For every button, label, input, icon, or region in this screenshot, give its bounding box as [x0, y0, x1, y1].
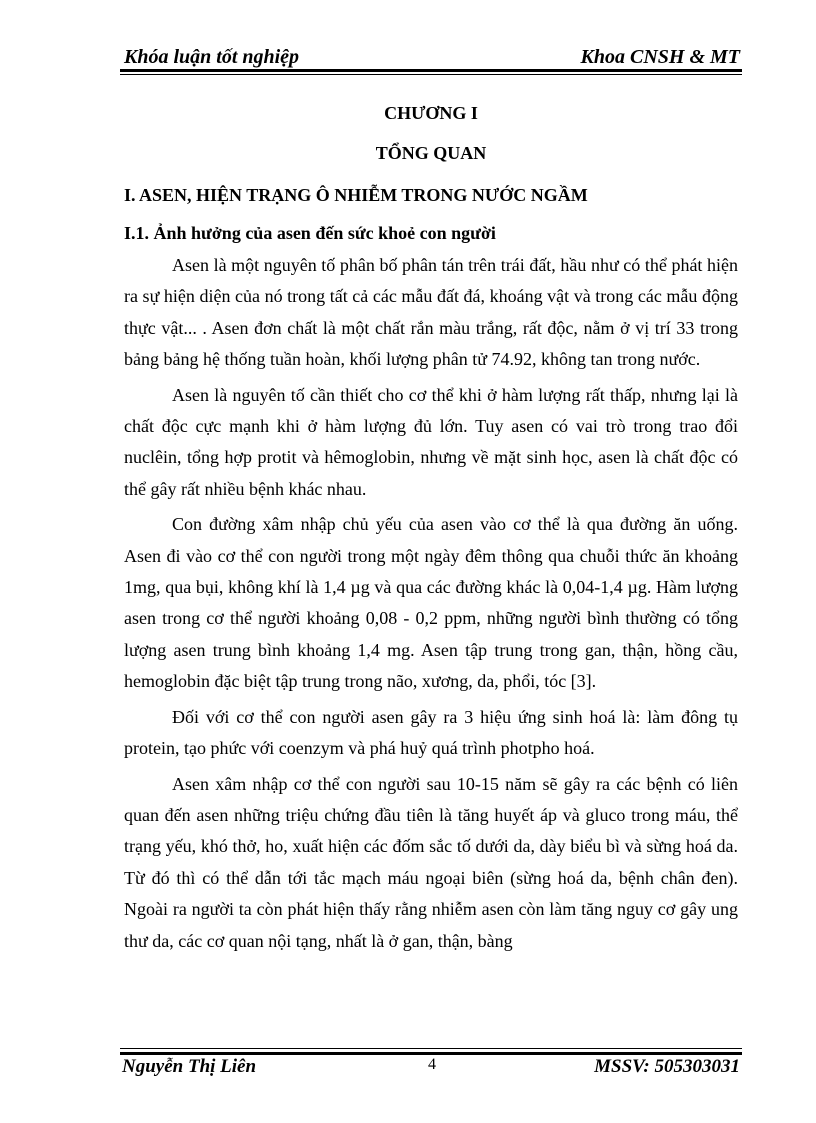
page-footer: [120, 1056, 742, 1082]
header-thesis-label: Khóa luận tốt nghiệp: [124, 46, 300, 68]
paragraph: Asen là một nguyên tố phân bố phân tán trên trái đất, hầu như có thể phát hiện ra sự hiện diện của nó trong tất cả các mẫu đất đá, khoáng vật và trong các mẫu động thực vật... . Asen đơn chất là một chất rắn màu trắng, rất độc, nằm ở vị trí 33 trong bảng bảng hệ thống tuần hoàn, khối lượng phân tử 74.92, không tan trong nước.: [124, 255, 738, 370]
paragraph: Asen xâm nhập cơ thể con người sau 10-15 năm sẽ gây ra các bệnh có liên quan đến asen những triệu chứng đầu tiên là tăng huyết áp và gluco trong máu, thể trạng yếu, khó thở, ho, xuất hiện các đốm sắc tố dưới da, dày biểu bì và sừng hoá da. Từ đó thì có thể dẫn tới tắc mạch máu ngoại biên (sừng hoá da, bệnh chân đen). Ngoài ra người ta còn phát hiện thấy rằng nhiễm asen còn làm tăng nguy cơ gây ung thư da, các cơ quan nội tạng, nhất là ở gan, thận, bàng: [124, 773, 738, 951]
page-number: 4: [428, 1056, 436, 1073]
subsection-heading: I.1. Ảnh hưởng của asen đến sức khoẻ con người: [124, 223, 496, 243]
chapter-subtitle: TỔNG QUAN: [375, 143, 487, 163]
header-rule-thick: [120, 69, 742, 72]
paragraph: Con đường xâm nhập chủ yếu của asen vào cơ thể là qua đường ăn uống. Asen đi vào cơ thể con người trong một ngày đêm thông qua chuỗi thức ăn khoảng 1mg, qua bụi, không khí là 1,4 µg và qua các đường khác là 0,04-1,4 µg. Hàm lượng asen trong cơ thể người khoảng 0,08 - 0,2 ppm, những người bình thường có tổng lượng asen trung bình khoảng 1,4 mg. Asen tập trung trong gan, thận, hồng cầu, hemoglobin đặc biệt tập trung trong não, xương, da, phổi, tóc [3].: [124, 514, 738, 692]
footer-author: Nguyễn Thị Liên: [122, 1056, 257, 1077]
paragraph: Asen là nguyên tố cần thiết cho cơ thể khi ở hàm lượng rất thấp, nhưng lại là chất độc cực mạnh khi ở hàm lượng đủ lớn. Tuy asen có vai trò trong trao đổi nuclêin, tổng hợp protit và hêmoglobin, nhưng về mặt sinh học, asen là chất độc có thể gây rất nhiều bệnh khác nhau.: [124, 384, 738, 499]
footer-student-id: MSSV: 505303031: [594, 1056, 740, 1077]
paragraph: Đối với cơ thể con người asen gây ra 3 hiệu ứng sinh hoá là: làm đông tụ protein, tạo phức với coenzym và phá huỷ quá trình photpho hoá.: [124, 706, 738, 759]
page-body: [124, 90, 738, 957]
header-faculty-label: Khoa CNSH & MT: [580, 46, 740, 68]
header-rule-thin: [120, 74, 742, 75]
page-header: [120, 44, 742, 70]
footer-rule-thick: [120, 1052, 742, 1055]
footer-rule-thin: [120, 1048, 742, 1049]
section-heading: I. ASEN, HIỆN TRẠNG Ô NHIỄM TRONG NƯỚC NGẦM: [124, 185, 588, 205]
chapter-title: CHƯƠNG I: [384, 103, 478, 123]
